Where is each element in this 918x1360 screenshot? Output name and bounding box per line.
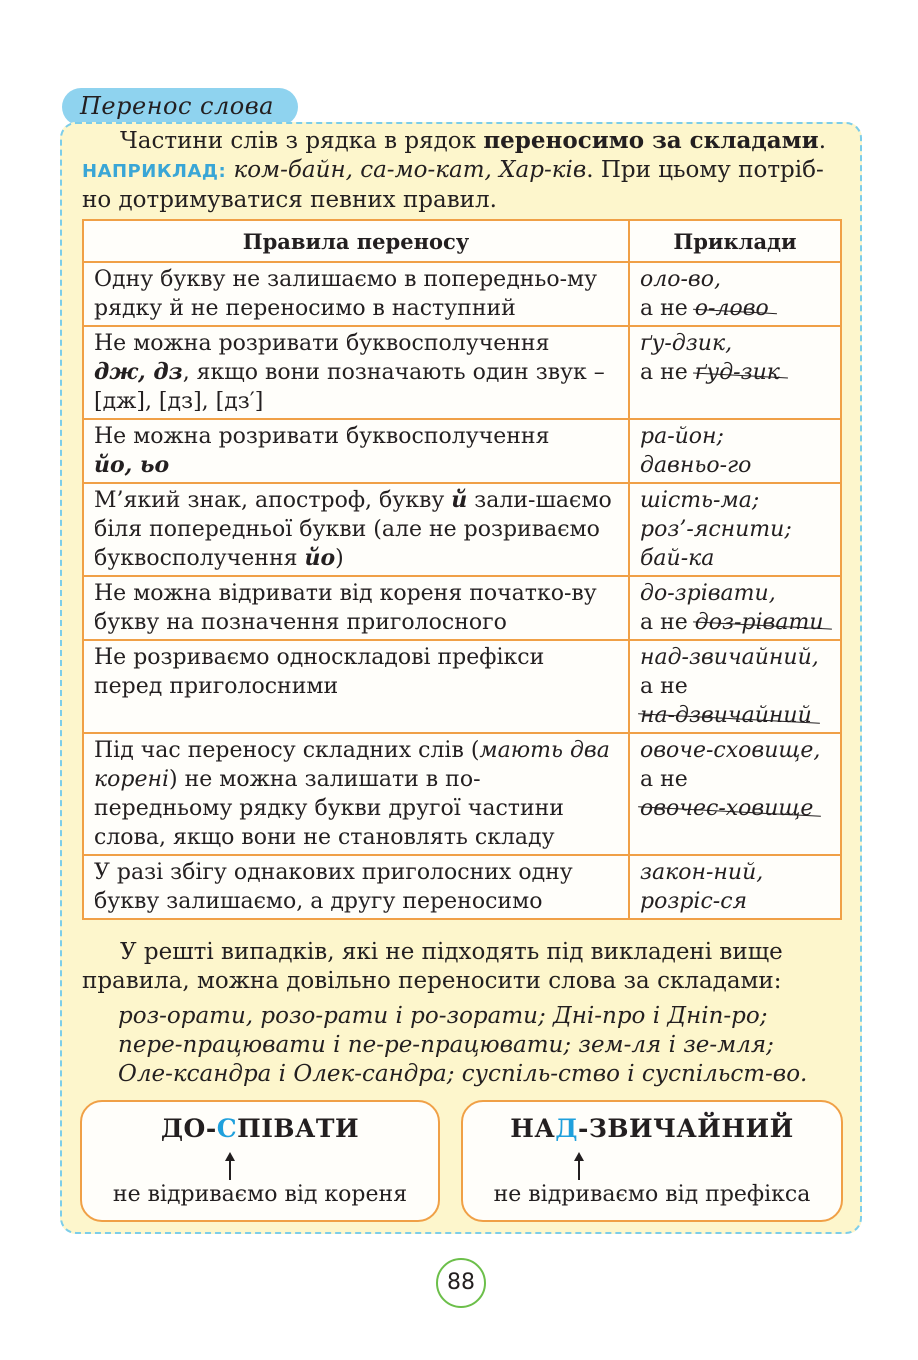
intro-text-3: но дотримуватися певних правил.	[82, 187, 497, 213]
page-number: 88	[436, 1258, 486, 1308]
rule-cell	[83, 733, 629, 855]
remaining-cases-text: У решті випадків, які не підходять під викладені вище правила, можна довільно переносити слова за складами:	[82, 939, 783, 994]
example-text: давньо-го	[640, 453, 752, 478]
example-text: бай-ка	[640, 546, 715, 571]
example-cell	[629, 419, 841, 483]
example-cell	[629, 483, 841, 576]
table-row	[83, 576, 841, 640]
example-line: Оле-ксандра і Олек-сандра; суспіль-ство і суспільст-во.	[118, 1061, 808, 1087]
rule-text: )	[335, 546, 344, 571]
wrong-example: овочес-ховище	[640, 796, 814, 821]
wrong-example: о-лово	[694, 296, 769, 321]
intro-text: Частини слів з рядка в рядок	[120, 128, 484, 154]
table-row	[83, 733, 841, 855]
example-cell	[629, 640, 841, 733]
example-text: овоче-сховище,	[640, 738, 821, 763]
up-arrow-icon	[569, 1150, 589, 1182]
example-text: до-зрівати,	[640, 581, 776, 606]
word-part: НА	[510, 1114, 556, 1143]
rule-cell: Не розриваємо односкладові префікси перед приголосними	[83, 640, 629, 733]
wrong-example: на-дзвичайний	[640, 703, 812, 728]
rule-text: Не можна розривати буквосполучення	[94, 331, 550, 356]
intro-dot: .	[818, 128, 826, 154]
example-text: ра-йон;	[640, 424, 724, 449]
rule-cell: У разі збігу однакових приголосних одну букву залишаємо, а другу переносимо	[83, 855, 629, 919]
table-row	[83, 419, 841, 483]
rule-text: Під час переносу складних слів (	[94, 738, 480, 763]
example-text: шість-ма;	[640, 488, 760, 513]
example-text: над-звичайний,	[640, 645, 819, 670]
wrong-example: доз-рівати	[694, 610, 824, 635]
rules-table	[82, 219, 842, 920]
highlighted-letter: Д	[555, 1114, 578, 1143]
example-line: пере-працювати і пе-ре-працювати; зем-ля і зе-мля;	[118, 1032, 774, 1058]
example-cell	[629, 733, 841, 855]
example-text: розріс-ся	[640, 889, 748, 914]
example-text: роз’-яснити;	[640, 517, 792, 542]
table-row	[83, 640, 841, 733]
rule-cell	[83, 483, 629, 576]
box-caption: не відриваємо від кореня	[112, 1182, 408, 1207]
remaining-examples	[118, 1002, 807, 1089]
up-arrow-icon	[220, 1150, 240, 1182]
rule-cell: Одну букву не залишаємо в попередньо-му рядку й не переносимо в наступний	[83, 262, 629, 326]
intro-bold: переносимо за складами	[483, 127, 819, 154]
highlighted-letter: С	[216, 1114, 238, 1143]
root-example-box	[80, 1100, 440, 1222]
example-connector: а не	[640, 360, 695, 385]
example-connector: а не	[640, 296, 695, 321]
word-part: ДО-	[160, 1114, 217, 1143]
intro-paragraph	[82, 126, 844, 215]
rule-cell	[83, 326, 629, 419]
table-row	[83, 483, 841, 576]
rule-emphasis: йо, ьо	[94, 452, 170, 478]
example-cell	[629, 326, 841, 419]
intro-text-2: . При цьому потріб-	[586, 157, 824, 183]
example-text: закон-ний,	[640, 860, 764, 885]
rule-emphasis: й	[451, 487, 468, 513]
intro-examples: ком-байн, са-мо-кат, Хар-ків	[233, 157, 587, 183]
example-cell	[629, 576, 841, 640]
rule-emphasis: дж, дз	[94, 359, 183, 385]
remaining-cases-paragraph	[82, 938, 844, 996]
example-line: роз-орати, розо-рати і ро-зорати; Дні-про і Дніп-ро;	[118, 1003, 768, 1029]
box-caption: не відриваємо від префікса	[493, 1182, 811, 1207]
rule-text: Не можна розривати буквосполучення	[94, 424, 550, 449]
header-examples: Приклади	[629, 220, 841, 262]
example-text: оло-во,	[640, 267, 721, 292]
rule-emphasis: йо	[304, 545, 336, 571]
example-word	[82, 1114, 438, 1143]
example-connector: а не	[640, 674, 688, 699]
rule-text: , якщо вони позначають один звук – [дж], [дз], [дз′]	[94, 360, 605, 414]
rule-emphasis: мають два корені	[94, 738, 610, 792]
example-cell	[629, 855, 841, 919]
wrong-example: ґуд-зик	[694, 360, 780, 385]
rule-cell	[83, 419, 629, 483]
word-part: -ЗВИЧАЙНИЙ	[577, 1114, 794, 1143]
table-header-row	[83, 220, 841, 262]
header-rules: Правила переносу	[83, 220, 629, 262]
table-row	[83, 855, 841, 919]
rule-text: зали-шаємо біля попередньої букви (але не розриваємо буквосполучення	[94, 488, 612, 571]
section-title-tag	[62, 88, 298, 126]
example-connector: а не	[640, 767, 688, 792]
example-cell	[629, 262, 841, 326]
example-label: НАПРИКЛАД:	[82, 161, 227, 182]
example-text: ґу-дзик,	[640, 331, 733, 356]
example-word	[463, 1114, 841, 1143]
rule-cell: Не можна відривати від кореня початко-ву букву на позначення приголосного	[83, 576, 629, 640]
example-connector: а не	[640, 610, 695, 635]
table-row	[83, 326, 841, 419]
table-row	[83, 262, 841, 326]
section-title: Перенос слова	[80, 92, 274, 120]
word-part: ПІВАТИ	[237, 1114, 360, 1143]
rule-text: ) не можна залишати в по-передньому рядку букви другої частини слова, якщо вони не становлять складу	[94, 767, 564, 850]
rule-text: М’який знак, апостроф, букву	[94, 488, 452, 513]
prefix-example-box	[461, 1100, 843, 1222]
